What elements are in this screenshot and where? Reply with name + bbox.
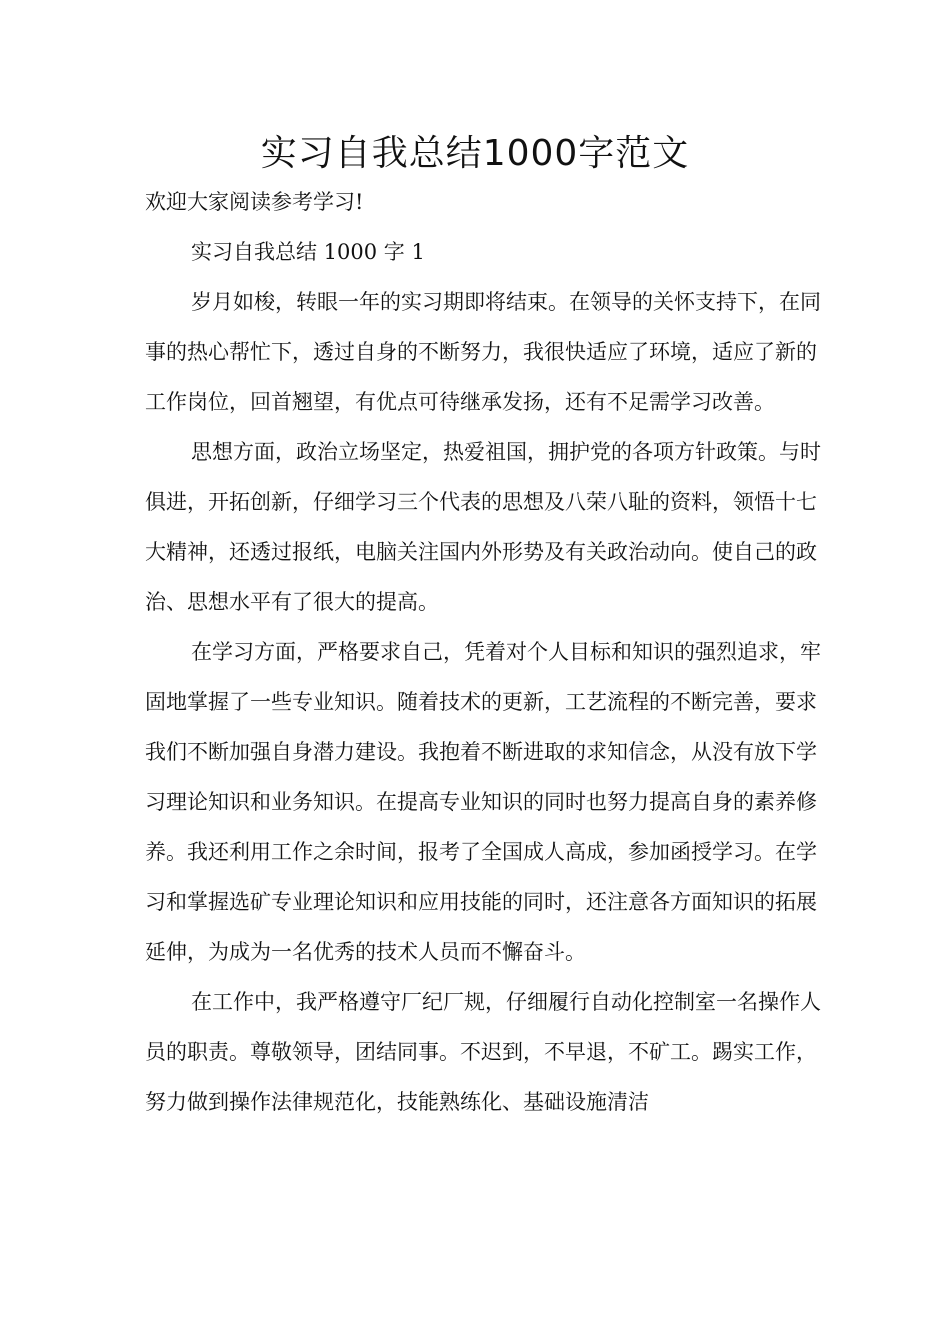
paragraph-thought: 思想方面，政治立场坚定，热爱祖国，拥护党的各项方针政策。与时俱进，开拓创新，仔细学习三个代表的思想及八荣八耻的资料，领悟十七大精神，还透过报纸，电脑关注国内外形势及有关政治动向。使自己的政治、思想水平有了很大的提高。 bbox=[145, 440, 821, 614]
document-title: 实习自我总结1000字范文 bbox=[260, 133, 690, 174]
section-subtitle: 实习自我总结 1000 字 1 bbox=[191, 240, 425, 264]
paragraph-intro: 岁月如梭，转眼一年的实习期即将结束。在领导的关怀支持下，在同事的热心帮忙下，透过自身的不断努力，我很快适应了环境，适应了新的工作岗位，回首翘望，有优点可待继承发扬，还有不足需学习改善。 bbox=[145, 290, 821, 414]
greeting-line: 欢迎大家阅读参考学习! bbox=[145, 190, 364, 214]
paragraph-study: 在学习方面，严格要求自己，凭着对个人目标和知识的强烈追求，牢固地掌握了一些专业知识。随着技术的更新，工艺流程的不断完善，要求我们不断加强自身潜力建设。我抱着不断进取的求知信念，从没有放下学习理论知识和业务知识。在提高专业知识的同时也努力提高自身的素养修养。我还利用工作之余时间，报考了全国成人高成，参加函授学习。在学习和掌握选矿专业理论知识和应用技能的同时，还注意各方面知识的拓展延伸，为成为一名优秀的技术人员而不懈奋斗。 bbox=[145, 640, 821, 964]
paragraph-work: 在工作中，我严格遵守厂纪厂规，仔细履行自动化控制室一名操作人员的职责。尊敬领导，团结同事。不迟到，不早退，不矿工。踢实工作，努力做到操作法律规范化，技能熟练化、基础设施清洁 bbox=[145, 990, 821, 1114]
document-body bbox=[145, 177, 835, 1127]
